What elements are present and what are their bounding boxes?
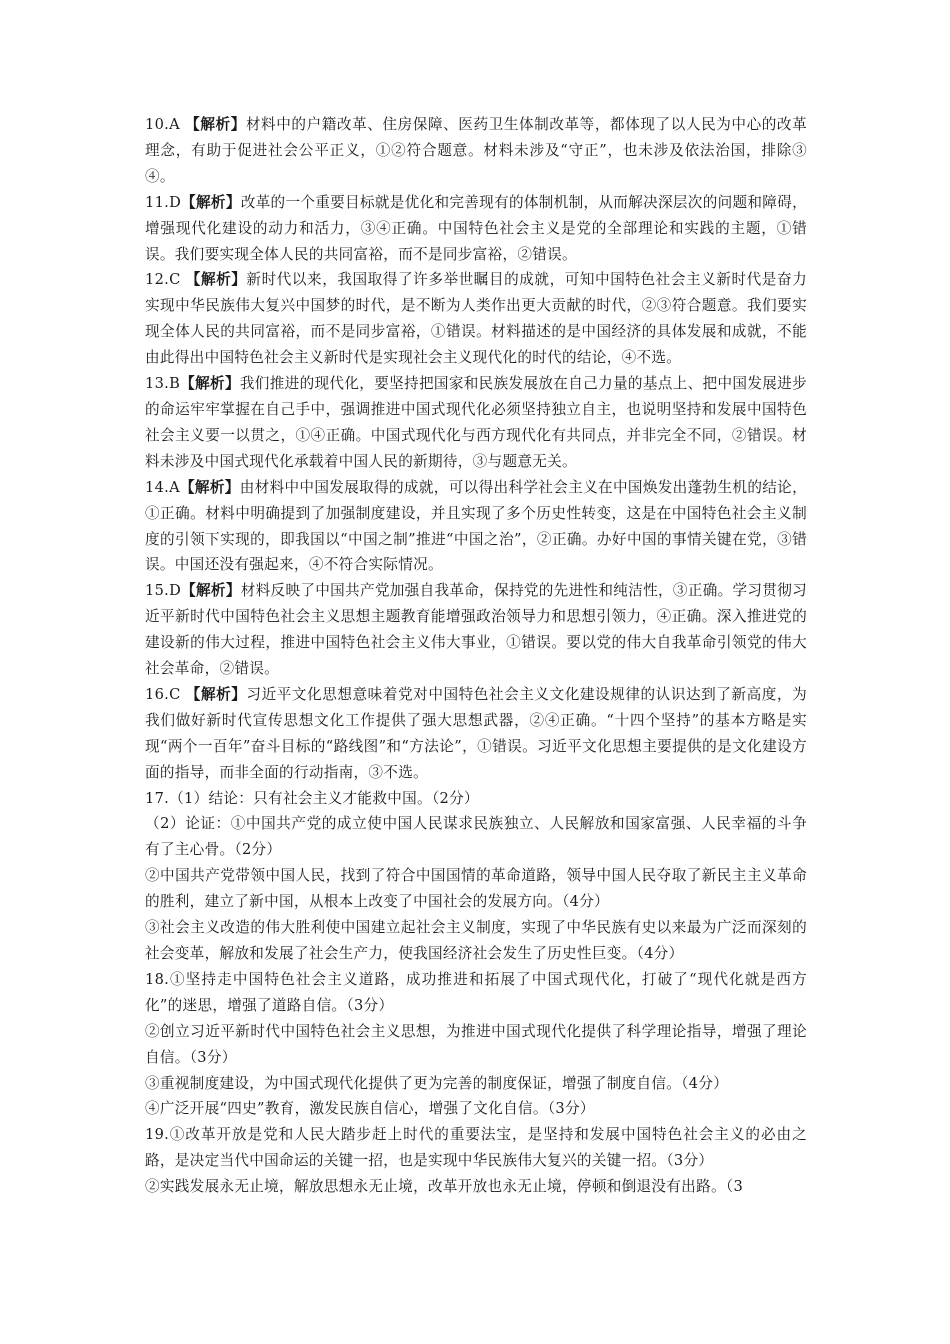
answer-14: [145, 475, 807, 579]
answer-text: （2）论证：①中国共产党的成立使中国人民谋求民族独立、人民解放和国家富强、人民幸福的斗争有了主心骨。（2分）: [145, 815, 807, 859]
answer-15: [145, 578, 807, 682]
answer-text: 材料反映了中国共产党加强自我革命，保持党的先进性和纯洁性，③正确。学习贯彻习近平新时代中国特色社会主义思想主题教育能增强政治领导力和思想引领力，④正确。深入推进党的建设新的伟大过程，推进中国特色社会主义伟大事业，①错误。要以党的伟大自我革命引领党的伟大社会革命，②错误。: [145, 582, 808, 678]
answer-text: 由材料中中国发展取得的成就，可以得出科学社会主义在中国焕发出蓬勃生机的结论，①正确。材料中明确提到了加强制度建设，并且实现了多个历史性转变，这是在中国特色社会主义制度的引领下实现的，即我国以“中国之制”推进“中国之治”，②正确。办好中国的事情关键在党，③错误。中国还没有强起来，④不符合实际情况。: [145, 478, 808, 574]
answer-17-argument-3: [145, 915, 807, 967]
answer-text: ②实践发展永无止境，解放思想永无止境，改革开放也永无止境，停顿和倒退没有出路。（3: [145, 1178, 744, 1196]
answer-number: 15.D: [145, 582, 182, 600]
answer-19-point-2: [145, 1174, 807, 1200]
answer-17-conclusion: [145, 786, 807, 812]
analysis-tag: 【解析】: [179, 478, 240, 496]
answer-text: ②中国共产党带领中国人民，找到了符合中国国情的革命道路，领导中国人民夺取了新民主主义革命的胜利，建立了新中国，从根本上改变了中国社会的发展方向。（4分）: [145, 867, 807, 911]
answer-text: 我们推进的现代化，要坚持把国家和民族发展放在自己力量的基点上、把中国发展进步的命运牢牢掌握在自己手中，强调推进中国式现代化必须坚持独立自主，也说明坚持和发展中国特色社会主义要一以贯之，①④正确。中国式现代化与西方现代化有共同点，并非完全不同，②错误。材料未涉及中国式现代化承载着中国人民的新期待，③与题意无关。: [145, 375, 807, 470]
answer-10: [145, 112, 807, 190]
analysis-tag: 【解析】: [180, 375, 240, 393]
answer-18-point-2: [145, 1019, 807, 1071]
answer-number: 13.B: [145, 375, 181, 393]
answer-number: 11.D: [145, 193, 182, 211]
answer-key-page: [145, 112, 807, 1200]
answer-17-argument-2: [145, 863, 807, 915]
answer-number: 12.C: [145, 271, 186, 289]
answer-text: 新时代以来，我国取得了许多举世瞩目的成就，可知中国特色社会主义新时代是奋力实现中华民族伟大复兴中国梦的时代，是不断为人类作出更大贡献的时代，②③符合题意。我们要实现全体人民的共同富裕，而不是同步富裕，①错误。材料描述的是中国经济的具体发展和成就，不能由此得出中国特色社会主义新时代是实现社会主义现代化的时代的结论，④不选。: [145, 271, 808, 367]
answer-11: [145, 190, 807, 268]
answer-18-point-3: [145, 1071, 807, 1097]
answer-text: 19.①改革开放是党和人民大踏步赶上时代的重要法宝，是坚持和发展中国特色社会主义的必由之路，是决定当代中国命运的关键一招，也是实现中华民族伟大复兴的关键一招。（3分）: [145, 1126, 807, 1170]
answer-18-point-4: [145, 1096, 807, 1122]
answer-18-point-1: [145, 967, 807, 1019]
answer-19-point-1: [145, 1122, 807, 1174]
answer-16: [145, 682, 807, 786]
answer-text: 18.①坚持走中国特色社会主义道路，成功推进和拓展了中国式现代化，打破了“现代化就是西方化”的迷思，增强了道路自信。（3分）: [145, 970, 807, 1014]
answer-number: 16.C: [145, 685, 186, 703]
answer-text: 改革的一个重要目标就是优化和完善现有的体制机制，从而解决深层次的问题和障碍，增强现代化建设的动力和活力，③④正确。中国特色社会主义是党的全部理论和实践的主题，①错误。我们要实现全体人民的共同富裕，而不是同步富裕，②错误。: [145, 193, 808, 263]
answer-text: 17.（1）结论：只有社会主义才能救中国。（2分）: [145, 789, 479, 807]
answer-text: ③社会主义改造的伟大胜利使中国建立起社会主义制度，实现了中华民族有史以来最为广泛而深刻的社会变革，解放和发展了社会生产力，使我国经济社会发生了历史性巨变。（4分）: [145, 919, 807, 962]
answer-text: ③重视制度建设，为中国式现代化提供了更为完善的制度保证，增强了制度自信。（4分）: [145, 1074, 729, 1092]
analysis-tag: 【解析】: [185, 685, 247, 703]
answer-12: [145, 267, 807, 371]
analysis-tag: 【解析】: [185, 116, 246, 133]
analysis-tag: 【解析】: [181, 193, 241, 211]
answer-number: 14.A: [145, 478, 180, 496]
analysis-tag: 【解析】: [181, 582, 241, 600]
answer-text: 材料中的户籍改革、住房保障、医药卫生体制改革等，都体现了以人民为中心的改革理念，有助于促进社会公平正义，①②符合题意。材料未涉及“守正”，也未涉及依法治国，排除③④。: [145, 116, 808, 185]
answer-text: ④广泛开展“四史”教育，激发民族自信心，增强了文化自信。（3分）: [145, 1100, 595, 1118]
answer-text: 习近平文化思想意味着党对中国特色社会主义文化建设规律的认识达到了新高度，为我们做好新时代宣传思想文化工作提供了强大思想武器，②④正确。“十四个坚持”的基本方略是实现“两个一百年”奋斗目标的“路线图”和“方法论”，①错误。习近平文化思想主要提供的是文化建设方面的指导，而非全面的行动指南，③不选。: [145, 685, 808, 781]
analysis-tag: 【解析】: [185, 271, 247, 289]
answer-number: 10.A: [145, 116, 186, 133]
answer-13: [145, 371, 807, 475]
answer-17-argument-1: [145, 811, 807, 863]
answer-text: ②创立习近平新时代中国特色社会主义思想，为推进中国式现代化提供了科学理论指导，增强了理论自信。（3分）: [145, 1022, 807, 1066]
